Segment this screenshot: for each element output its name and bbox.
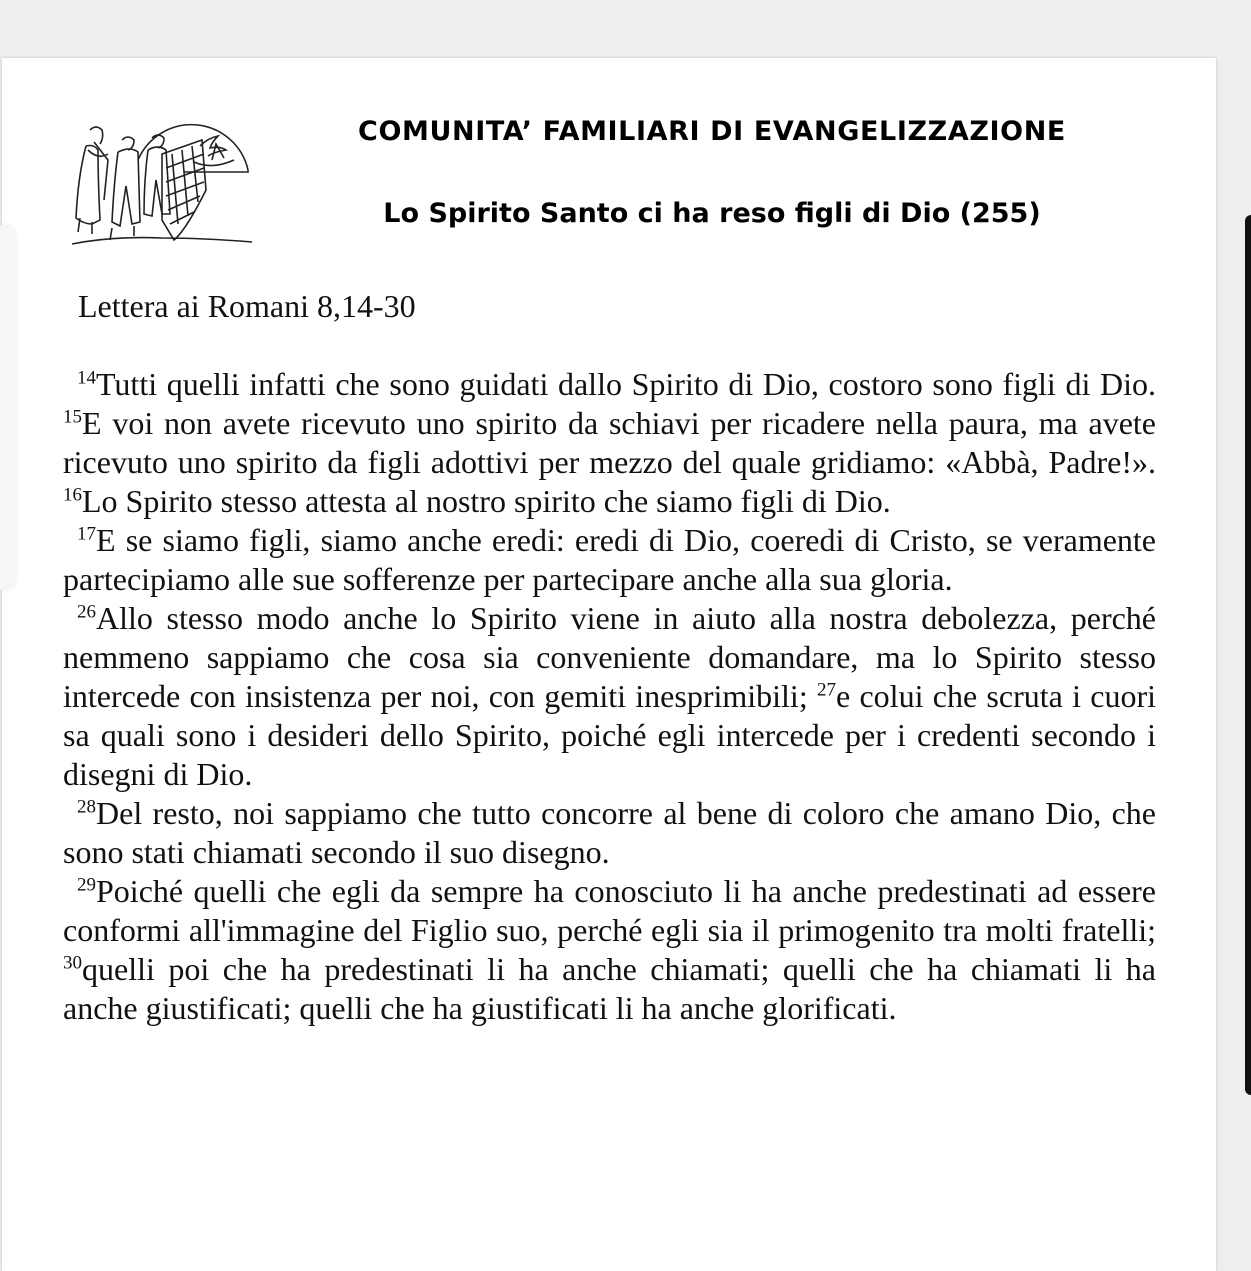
paragraph [63, 521, 1156, 599]
verse-number: 17 [77, 523, 96, 545]
verse-number: 15 [63, 406, 82, 428]
paragraph [63, 599, 1156, 794]
document-page [2, 58, 1216, 1271]
verse-number: 14 [77, 367, 96, 389]
verse-text: e colui che scruta i cuori sa quali sono i desideri dello Spirito, poiché egli intercede per i credenti secondo i disegni di Dio. [63, 678, 1157, 792]
scripture-text [63, 365, 1156, 1028]
verse-text: Poiché quelli che egli da sempre ha conosciuto li ha anche predestinati ad essere conformi all'immagine del Figlio suo, perché egli sia il primogenito tra molti fratelli; [63, 873, 1156, 948]
verse-text: Del resto, noi sappiamo che tutto concorre al bene di coloro che amano Dio, che sono stati chiamati secondo il suo disegno. [63, 795, 1156, 870]
verse-number: 28 [77, 796, 96, 818]
verse-text: quelli poi che ha predestinati li ha anche chiamati; quelli che ha chiamati li ha anche giustificati; quelli che ha giustificati li ha anche glorificati. [63, 951, 1156, 1026]
window-edge [1243, 0, 1251, 1271]
paragraph [63, 365, 1156, 521]
verse-text: Tutti quelli infatti che sono guidati dallo Spirito di Dio, costoro sono figli di Dio. [96, 366, 1156, 402]
scripture-reference: Lettera ai Romani 8,14-30 [78, 288, 416, 324]
verse-text: Lo Spirito stesso attesta al nostro spirito che siamo figli di Dio. [82, 483, 891, 519]
verse-text: E se siamo figli, siamo anche eredi: eredi di Dio, coeredi di Cristo, se veramente partecipiamo alle sue sofferenze per partecipare anche alla sua gloria. [63, 522, 1156, 597]
document-subtitle: Lo Spirito Santo ci ha reso figli di Dio (255) [383, 198, 1041, 229]
verse-number: 30 [63, 952, 82, 974]
verse-text: Allo stesso modo anche lo Spirito viene in aiuto alla nostra debolezza, perché nemmeno sappiamo che cosa sia conveniente domandare, ma lo Spirito stesso intercede con insistenza per noi, con gemiti inesprimibili; [63, 600, 1156, 714]
fishermen-logo [66, 108, 252, 258]
verse-number: 27 [817, 679, 836, 701]
verse-number: 26 [77, 601, 96, 623]
organization-title: COMUNITA’ FAMILIARI DI EVANGELIZZAZIONE [358, 116, 1066, 147]
paragraph [63, 794, 1156, 872]
scroll-indicator[interactable] [1245, 215, 1251, 1095]
side-panel-handle[interactable] [0, 225, 16, 590]
verse-number: 29 [77, 874, 96, 896]
verse-number: 16 [63, 484, 82, 506]
verse-text: E voi non avete ricevuto uno spirito da schiavi per ricadere nella paura, ma avete ricevuto uno spirito da figli adottivi per mezzo del quale gridiamo: «Abbà, Padre!». [63, 405, 1156, 480]
paragraph [63, 872, 1156, 1028]
